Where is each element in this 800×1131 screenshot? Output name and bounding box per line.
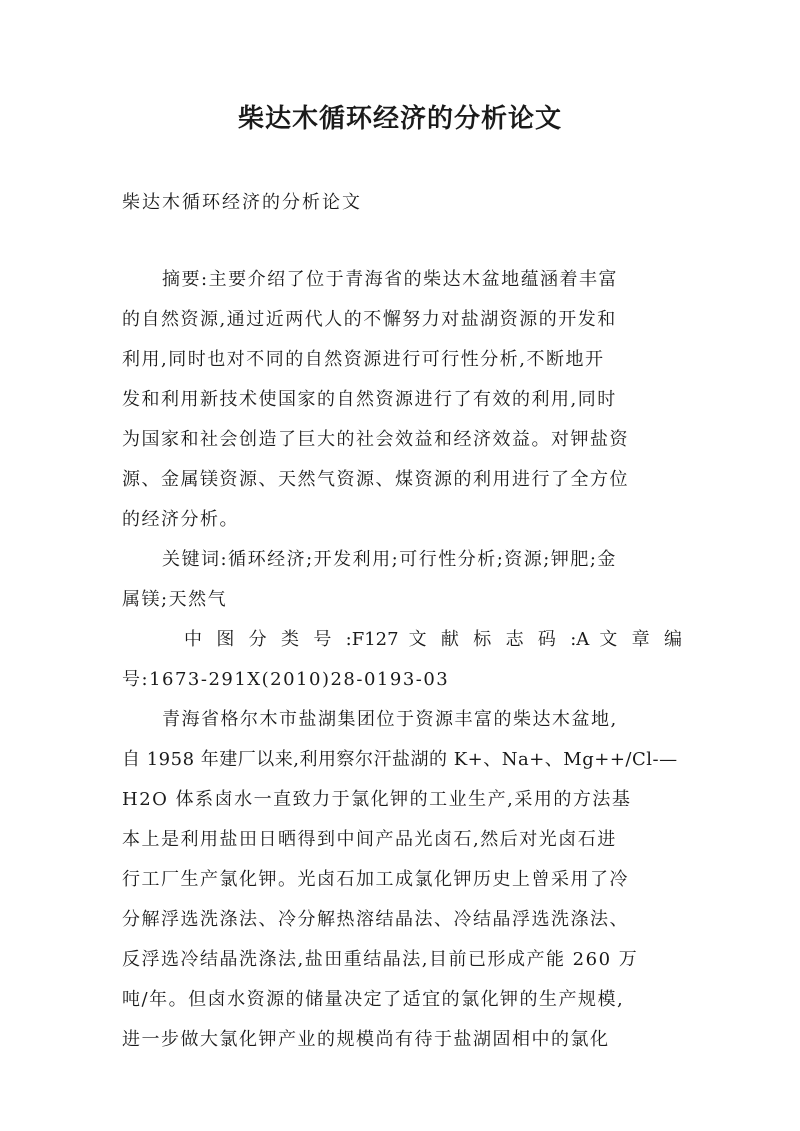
abstract-line-4: 发和利用新技术使国家的自然资源进行了有效的利用,同时	[122, 389, 617, 410]
paragraph-line-5: 行工厂生产氯化钾。光卤石加工成氯化钾历史上曾采用了冷	[122, 869, 629, 890]
abstract-line-1: 摘要:主要介绍了位于青海省的柴达木盆地蕴涵着丰富	[162, 269, 619, 290]
abstract-line-6: 源、金属镁资源、天然气资源、煤资源的利用进行了全方位	[122, 469, 629, 490]
abstract-line-5: 为国家和社会创造了巨大的社会效益和经济效益。对钾盐资	[122, 429, 629, 450]
paragraph-line-4: 本上是利用盐田日晒得到中间产品光卤石,然后对光卤石进	[122, 829, 617, 850]
paragraph-line-1: 青海省格尔木市盐湖集团位于资源丰富的柴达木盆地,	[162, 709, 618, 730]
abstract-line-3: 利用,同时也对不同的自然资源进行可行性分析,不断地开	[122, 349, 605, 370]
paragraph-line-3: H2O 体系卤水一直致力于氯化钾的工业生产,采用的方法基	[122, 789, 632, 810]
paragraph-line-9: 进一步做大氯化钾产业的规模尚有待于盐湖固相中的氯化	[122, 1029, 610, 1050]
document-subtitle: 柴达木循环经济的分析论文	[122, 192, 362, 213]
document-title: 柴达木循环经济的分析论文	[237, 104, 562, 134]
document-body	[122, 260, 682, 1060]
classification-line-1: 中 图 分 类 号 :F127 文 献 标 志 码 :A 文 章 编	[184, 629, 682, 650]
paragraph-line-8: 吨/年。但卤水资源的储量决定了适宜的氯化钾的生产规模,	[122, 989, 625, 1010]
paragraph-line-7: 反浮选冷结晶洗涤法,盐田重结晶法,目前已形成产能 260 万	[122, 949, 639, 970]
abstract-line-7: 的经济分析。	[122, 509, 239, 530]
classification-line-2: 号:1673-291X(2010)28-0193-03	[122, 669, 450, 690]
keywords-line-2: 属镁;天然气	[122, 589, 228, 610]
keywords-line-1: 关键词:循环经济;开发利用;可行性分析;资源;钾肥;金	[162, 549, 617, 570]
abstract-line-2: 的自然资源,通过近两代人的不懈努力对盐湖资源的开发和	[122, 309, 617, 330]
paragraph-line-6: 分解浮选洗涤法、冷分解热溶结晶法、冷结晶浮选洗涤法、	[122, 909, 629, 930]
paragraph-line-2: 自 1958 年建厂以来,利用察尔汗盐湖的 K+、Na+、Mg++/Cl-—	[122, 749, 678, 770]
